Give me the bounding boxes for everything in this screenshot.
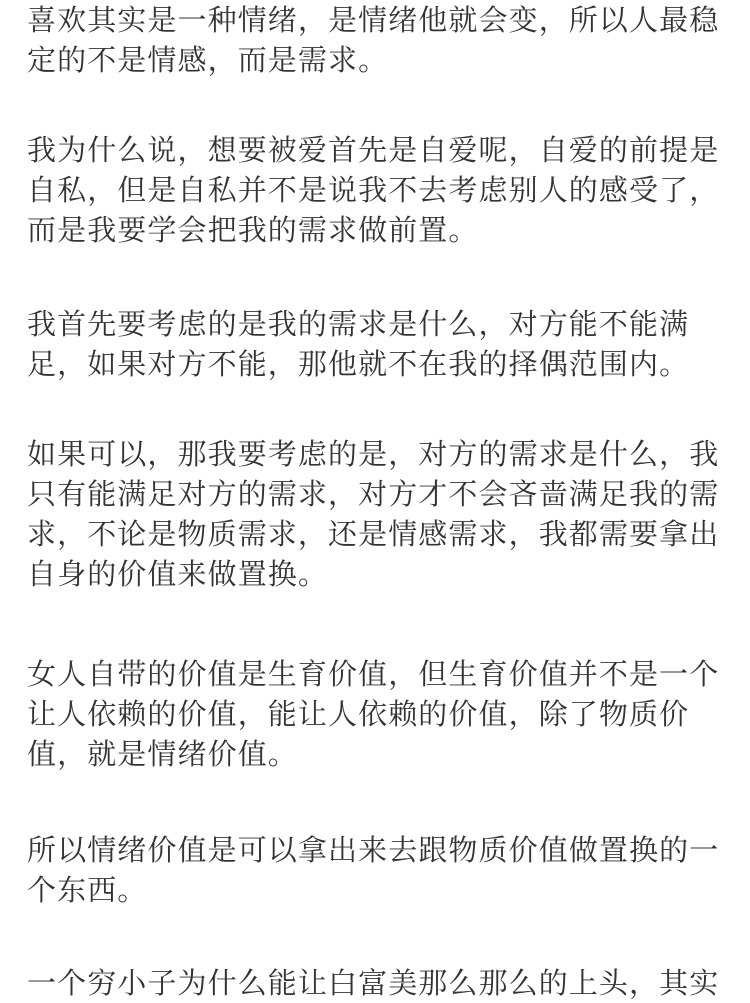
paragraph-7 [27, 963, 719, 1003]
text-line: 求，不论是物质需求，还是情感需求，我都需要拿出 [27, 517, 720, 551]
text-line: 女人自带的价值是生育价值，但生育价值并不是一个 [27, 657, 720, 691]
text-line: 一个穷小子为什么能让白富美那么那么的上头，其实 [27, 966, 720, 1000]
text-line: 我首先要考虑的是我的需求是什么，对方能不能满 [27, 307, 690, 341]
paragraph-2 [27, 130, 719, 250]
paragraph-4 [27, 434, 719, 594]
paragraph-3 [27, 304, 689, 384]
text-line: 而是我要学会把我的需求做前置。 [27, 213, 479, 247]
text-line: 如果可以，那我要考虑的是，对方的需求是什么，我 [27, 437, 720, 471]
text-line: 让人依赖的价值，能让人依赖的价值，除了物质价 [27, 697, 690, 731]
text-line: 个东西。 [27, 873, 148, 907]
paragraph-6 [27, 830, 719, 910]
text-line: 我为什么说，想要被爱首先是自爱呢，自爱的前提是 [27, 133, 720, 167]
text-line: 喜欢其实是一种情绪，是情绪他就会变，所以人最稳 [27, 3, 720, 37]
text-line: 只有能满足对方的需求，对方才不会吝啬满足我的需 [27, 477, 720, 511]
paragraph-1 [27, 0, 719, 80]
text-line: 定的不是情感，而是需求。 [27, 43, 389, 77]
text-line: 足，如果对方不能，那他就不在我的择偶范围内。 [27, 347, 690, 381]
text-line: 自私，但是自私并不是说我不去考虑别人的感受了， [27, 173, 720, 207]
text-line: 自身的价值来做置换。 [27, 557, 329, 591]
text-line: 所以情绪价值是可以拿出来去跟物质价值做置换的一 [27, 833, 720, 867]
paragraph-5 [27, 654, 719, 774]
text-line: 值，就是情绪价值。 [27, 737, 298, 771]
